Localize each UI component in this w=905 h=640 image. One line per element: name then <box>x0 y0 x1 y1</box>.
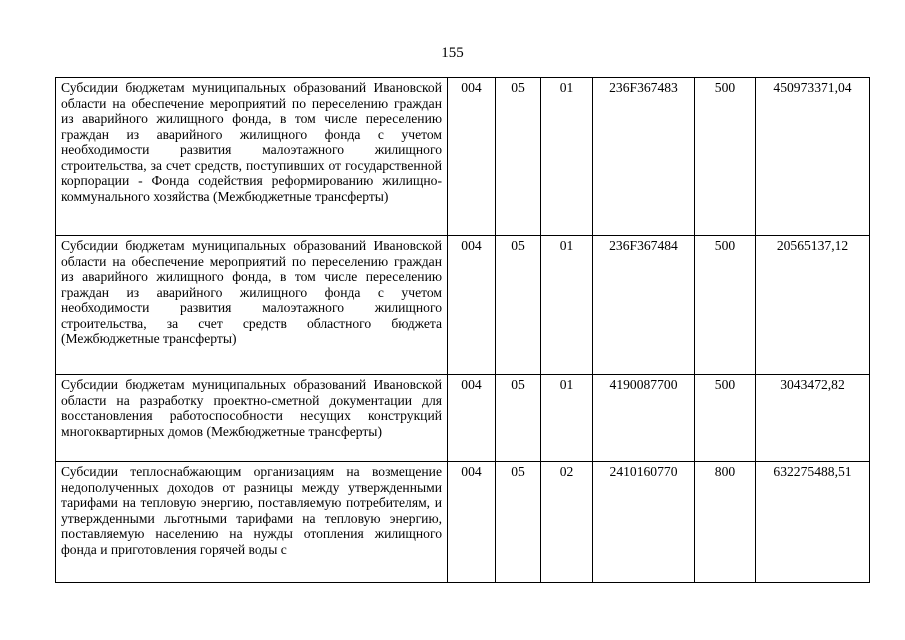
amount: 632275488,51 <box>756 462 870 583</box>
expense-type-code: 800 <box>695 462 756 583</box>
amount: 450973371,04 <box>756 78 870 236</box>
expense-type-code: 500 <box>695 78 756 236</box>
table-row <box>56 78 870 236</box>
target-article-code: 236F367484 <box>593 236 695 375</box>
subsection-code: 01 <box>541 78 593 236</box>
ministry-code: 004 <box>448 375 496 462</box>
row-description: Субсидии бюджетам муниципальных образований Ивановской области на разработку проектно-сметной документации для восстановления работоспособности несущих конструкций многоквартирных домов (Межбюджетные трансферты) <box>56 375 448 462</box>
target-article-code: 236F367483 <box>593 78 695 236</box>
section-code: 05 <box>496 462 541 583</box>
subsection-code: 02 <box>541 462 593 583</box>
section-code: 05 <box>496 78 541 236</box>
row-description: Субсидии бюджетам муниципальных образований Ивановской области на обеспечение мероприятий по переселению граждан из аварийного жилищного фонда, в том числе переселению граждан из аварийного жилищного фонда с учетом необходимости развития малоэтажного жилищного строительства, за счет средств областного бюджета (Межбюджетные трансферты) <box>56 236 448 375</box>
subsection-code: 01 <box>541 375 593 462</box>
page-number: 155 <box>441 45 464 61</box>
table-row <box>56 375 870 462</box>
table-row <box>56 462 870 583</box>
target-article-code: 2410160770 <box>593 462 695 583</box>
row-description: Субсидии теплоснабжающим организациям на возмещение недополученных доходов от разницы между утвержденными тарифами на тепловую энергию, поставляемую потребителям, и утвержденными льготными тарифами на тепловую энергию, поставляемую населению на нужды отопления жилищного фонда и приготовления горячей воды с <box>56 462 448 583</box>
amount: 20565137,12 <box>756 236 870 375</box>
table-row <box>56 236 870 375</box>
row-description: Субсидии бюджетам муниципальных образований Ивановской области на обеспечение мероприятий по переселению граждан из аварийного жилищного фонда, в том числе переселению граждан из аварийного жилищного фонда с учетом необходимости развития малоэтажного жилищного строительства, за счет средств, поступивших от государственной корпорации - Фонда содействия реформированию жилищно-коммунального хозяйства (Межбюджетные трансферты) <box>56 78 448 236</box>
budget-table <box>55 77 870 583</box>
expense-type-code: 500 <box>695 236 756 375</box>
section-code: 05 <box>496 236 541 375</box>
section-code: 05 <box>496 375 541 462</box>
subsection-code: 01 <box>541 236 593 375</box>
ministry-code: 004 <box>448 78 496 236</box>
expense-type-code: 500 <box>695 375 756 462</box>
ministry-code: 004 <box>448 236 496 375</box>
amount: 3043472,82 <box>756 375 870 462</box>
target-article-code: 4190087700 <box>593 375 695 462</box>
ministry-code: 004 <box>448 462 496 583</box>
